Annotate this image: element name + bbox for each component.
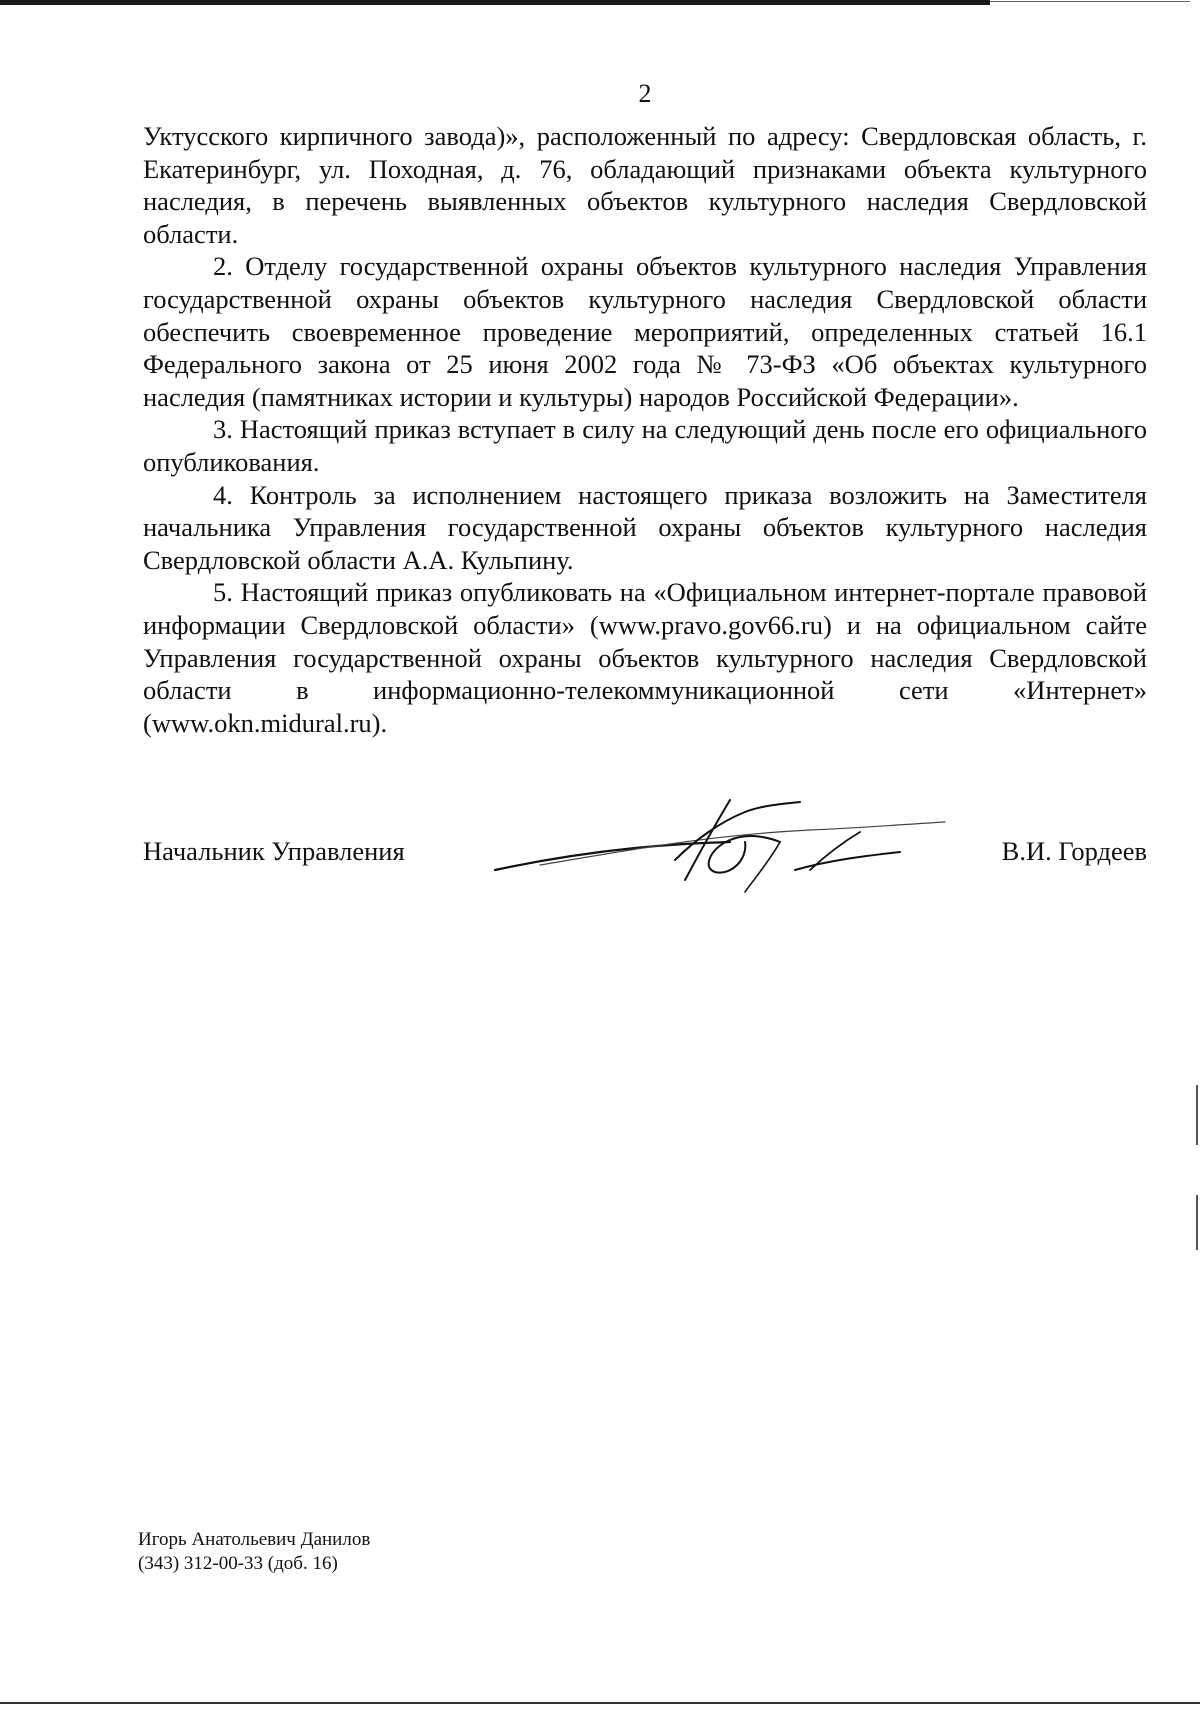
scan-edge-top-thin (990, 1, 1190, 2)
scan-edge-right-mark (1196, 1085, 1198, 1145)
document-body (143, 120, 1147, 739)
paragraph-4: 4. Контроль за исполнением настоящего приказа возложить на Заместителя начальника Управления государственной охраны объектов культурного наследия Свердловской области А.А. Кульпину. (143, 479, 1147, 575)
handwritten-signature (480, 780, 950, 900)
paragraph-5: 5. Настоящий приказ опубликовать на «Официальном интернет-портале правовой информации Свердловской области» (www.pravo.gov66.ru) и на официальном сайте Управления государственной охраны объектов культурного наследия Свердловской области в информационно-телекоммуникационной сети «Интернет» (www.okn.midural.ru). (143, 577, 1147, 738)
paragraph-1: Уктусского кирпичного завода)», расположенный по адресу: Свердловская область, г. Екатеринбург, ул. Походная, д. 76, обладающий признаками объекта культурного наследия, в перечень выявленных объектов культурного наследия Свердловской области. (143, 121, 1147, 249)
signatory-name: В.И. Гордеев (1001, 836, 1147, 866)
executor-info (138, 1528, 370, 1576)
executor-phone: (343) 312-00-33 (доб. 16) (138, 1553, 338, 1574)
signatory-role: Начальник Управления (143, 836, 405, 866)
paragraph-3: 3. Настоящий приказ вступает в силу на следующий день после его официального опубликования. (143, 414, 1147, 477)
executor-name: Игорь Анатольевич Данилов (138, 1529, 371, 1550)
page-number: 2 (638, 79, 652, 108)
scan-edge-right-mark (1196, 1195, 1198, 1250)
scan-edge-top (0, 0, 990, 5)
paragraph-2: 2. Отделу государственной охраны объектов культурного наследия Управления государственной охраны объектов культурного наследия Свердловской области обеспечить своевременное проведение мероприятий, определенных статьей 16.1 Федерального закона от 25 июня 2002 года № 73-ФЗ «Об объектах культурного наследия (памятниках истории и культуры) народов Российской Федерации». (143, 251, 1147, 412)
scan-edge-bottom (0, 1702, 1200, 1704)
